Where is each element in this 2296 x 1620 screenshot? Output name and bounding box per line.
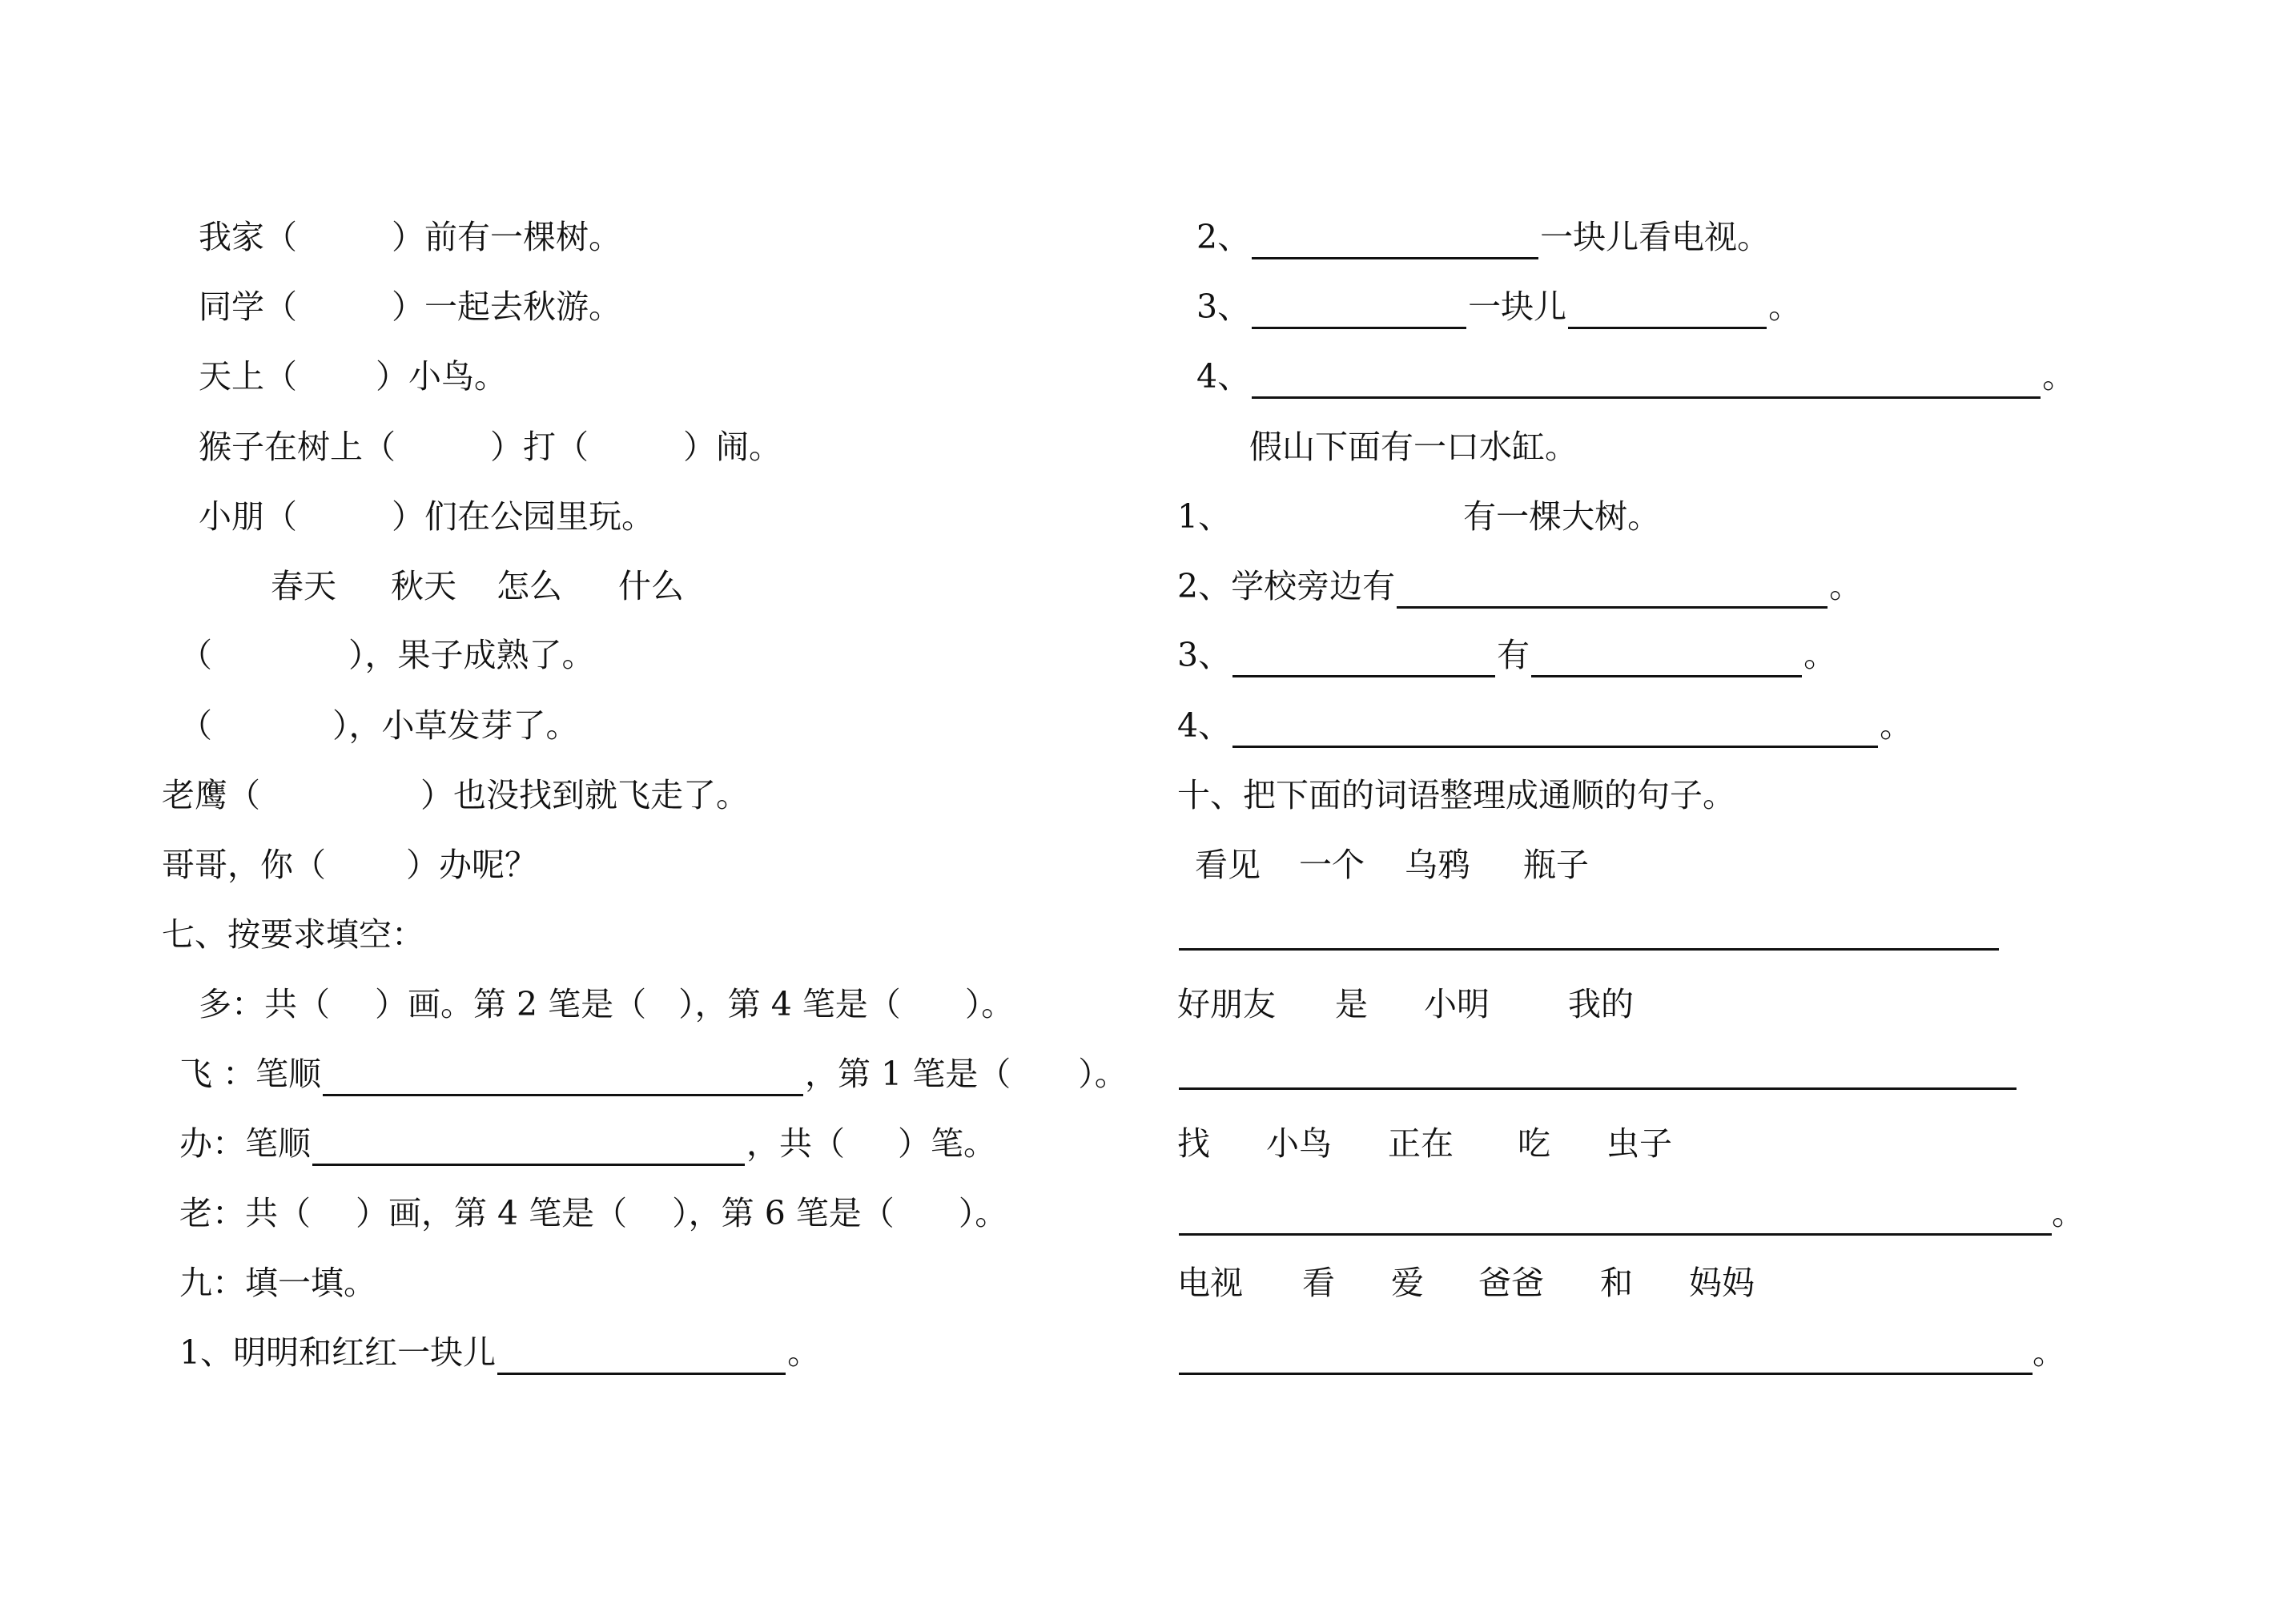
answer-line[interactable] bbox=[1179, 1087, 2017, 1090]
answer-blank[interactable] bbox=[497, 1337, 786, 1375]
word-bank bbox=[271, 564, 684, 609]
example-3: 3、 有 。 bbox=[1177, 633, 1836, 677]
word-bank-item: 秋天 bbox=[391, 567, 456, 605]
word-item: 小明 bbox=[1424, 985, 1490, 1023]
fill-paren-1: 我家（ ）前有一棵树。 bbox=[199, 218, 621, 256]
answer-row-3: 。 bbox=[1179, 1191, 2085, 1236]
stroke-fei: 飞 ：笔顺 ，第 1 笔是（ ）。 bbox=[179, 1051, 1128, 1096]
word-item: 小鸟 bbox=[1266, 1124, 1332, 1163]
word-bank-item: 怎么 bbox=[497, 567, 562, 605]
word-item: 正在 bbox=[1388, 1124, 1454, 1163]
word-item: 一个 bbox=[1299, 846, 1365, 884]
word-item: 乌鸦 bbox=[1405, 846, 1470, 884]
word-item: 爸爸 bbox=[1478, 1264, 1544, 1302]
fill-3: 3、 一块儿 。 bbox=[1196, 284, 1801, 329]
choose-3: 老鹰（ ）也没找到就飞走了。 bbox=[162, 776, 749, 814]
example-2: 2、学校旁边有 。 bbox=[1177, 564, 1862, 609]
example-sentence: 假山下面有一口水缸。 bbox=[1249, 428, 1578, 466]
word-item: 电视 bbox=[1177, 1264, 1243, 1302]
word-item: 吃 bbox=[1518, 1124, 1550, 1163]
word-item: 瓶子 bbox=[1523, 846, 1589, 884]
fill-paren-5: 小朋（ ）们在公园里玩。 bbox=[199, 497, 654, 536]
answer-blank[interactable] bbox=[1252, 361, 2041, 399]
word-group-4 bbox=[1177, 1260, 1755, 1305]
word-item: 看见 bbox=[1195, 846, 1261, 884]
word-item: 爱 bbox=[1391, 1264, 1424, 1302]
word-item: 和 bbox=[1600, 1264, 1633, 1302]
example-1: 1、 有一棵大树。 bbox=[1177, 497, 1661, 536]
section-9-title: 九：填一填。 bbox=[179, 1264, 376, 1302]
answer-blank[interactable] bbox=[1252, 291, 1466, 329]
answer-blank[interactable] bbox=[1232, 640, 1495, 677]
answer-line[interactable] bbox=[1179, 948, 1999, 951]
fill-paren-4: 猴子在树上（ ）打（ ）闹。 bbox=[199, 428, 782, 466]
word-item: 妈妈 bbox=[1689, 1264, 1755, 1302]
word-bank-item: 春天 bbox=[271, 567, 336, 605]
word-group-2 bbox=[1177, 982, 1634, 1027]
stroke-lao: 老：共（ ）画，第 4 笔是（ ），第 6 笔是（ ）。 bbox=[179, 1194, 1008, 1232]
choose-1: （ ），果子成熟了。 bbox=[179, 636, 595, 674]
fill-paren-2: 同学（ ）一起去秋游。 bbox=[199, 287, 621, 326]
answer-blank[interactable] bbox=[312, 1128, 745, 1166]
answer-blank[interactable] bbox=[1531, 640, 1802, 677]
word-item: 虫子 bbox=[1606, 1124, 1672, 1163]
choose-2: （ ），小草发芽了。 bbox=[179, 706, 579, 745]
answer-blank[interactable] bbox=[1252, 222, 1538, 259]
word-item: 我的 bbox=[1568, 985, 1634, 1023]
fill-2: 2、 一块儿看电视。 bbox=[1196, 215, 1770, 259]
example-4: 4、 。 bbox=[1177, 703, 1912, 748]
answer-blank[interactable] bbox=[1397, 571, 1828, 609]
fill-4: 4、 。 bbox=[1196, 354, 2075, 399]
word-bank-item: 什么 bbox=[618, 567, 684, 605]
word-item: 好朋友 bbox=[1177, 985, 1276, 1023]
stroke-ban: 办：笔顺 ，共（ ）笔。 bbox=[179, 1121, 996, 1166]
word-item: 找 bbox=[1177, 1124, 1210, 1163]
fill-paren-3: 天上（ ）小鸟。 bbox=[199, 357, 507, 396]
answer-blank[interactable] bbox=[1179, 1337, 2033, 1375]
word-group-3 bbox=[1177, 1121, 1672, 1166]
answer-row-4: 。 bbox=[1179, 1330, 2065, 1375]
answer-blank[interactable] bbox=[1232, 710, 1878, 748]
section-10-title: 十、把下面的词语整理成通顺的句子。 bbox=[1177, 776, 1735, 814]
word-item: 是 bbox=[1335, 985, 1368, 1023]
answer-blank[interactable] bbox=[1568, 291, 1767, 329]
answer-blank[interactable] bbox=[323, 1059, 803, 1096]
section-7-title: 七、按要求填空： bbox=[162, 915, 424, 954]
fill-1: 1、明明和红红一块儿 。 bbox=[179, 1330, 820, 1375]
word-group-1 bbox=[1195, 842, 1589, 887]
word-item: 看 bbox=[1302, 1264, 1335, 1302]
answer-blank[interactable] bbox=[1179, 1198, 2052, 1236]
choose-4: 哥哥，你（ ）办呢？ bbox=[162, 846, 537, 884]
stroke-duo: 多：共（ ）画。第 2 笔是（ ），第 4 笔是（ ）。 bbox=[199, 985, 1015, 1023]
